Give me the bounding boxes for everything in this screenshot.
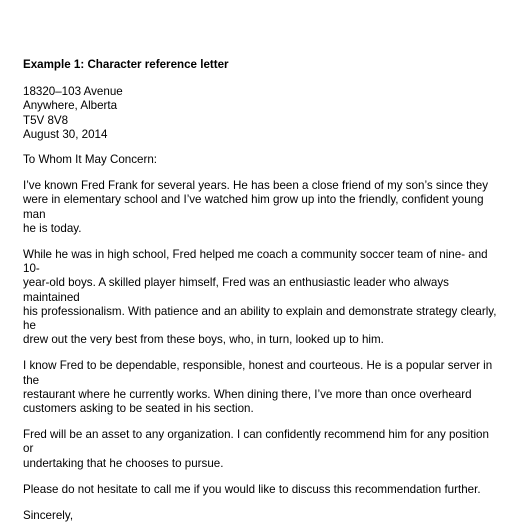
letter-closing: Sincerely, xyxy=(23,509,74,523)
paragraph-4 xyxy=(23,428,501,471)
paragraph-line: were in elementary school and I’ve watched him grow up into the friendly, confident young man xyxy=(23,193,484,221)
paragraph-line: undertaking that he chooses to pursue. xyxy=(23,456,224,470)
paragraph-3 xyxy=(23,359,501,416)
paragraph-5 xyxy=(23,483,501,497)
letter-body xyxy=(23,58,501,523)
address-city: Anywhere, Alberta xyxy=(23,99,118,113)
address-postal-code: T5V 8V8 xyxy=(23,113,69,127)
paragraph-line: I know Fred to be dependable, responsible, honest and courteous. He is a popular server in the xyxy=(23,359,493,387)
paragraph-line: restaurant where he currently works. When dining there, I’ve more than once overheard xyxy=(23,387,472,401)
sender-address-block xyxy=(23,85,501,142)
paragraph-1 xyxy=(23,179,501,236)
paragraph-line: drew out the very best from these boys, who, in turn, looked up to him. xyxy=(23,333,384,347)
paragraph-line: While he was in high school, Fred helped me coach a community soccer team of nine- and 10- xyxy=(23,248,488,276)
letter-greeting: To Whom It May Concern: xyxy=(23,153,158,167)
address-street: 18320–103 Avenue xyxy=(23,85,123,99)
paragraph-line: year-old boys. A skilled player himself, Fred was an enthusiastic leader who always maintained xyxy=(23,276,449,304)
paragraph-line: his professionalism. With patience and an ability to explain and demonstrate strategy clearly, he xyxy=(23,304,497,333)
paragraph-2 xyxy=(23,248,501,347)
paragraph-line: Fred will be an asset to any organization. I can confidently recommend him for any position or xyxy=(23,428,489,456)
paragraph-line: customers asking to be seated in his section. xyxy=(23,402,254,416)
paragraph-line: Please do not hesitate to call me if you would like to discuss this recommendation further. xyxy=(23,482,481,496)
letter-date: August 30, 2014 xyxy=(23,127,108,141)
letter-title: Example 1: Character reference letter xyxy=(23,58,229,71)
paragraph-line: I’ve known Fred Frank for several years. He has been a close friend of my son’s since they xyxy=(23,179,489,193)
paragraph-line: he is today. xyxy=(23,221,82,235)
